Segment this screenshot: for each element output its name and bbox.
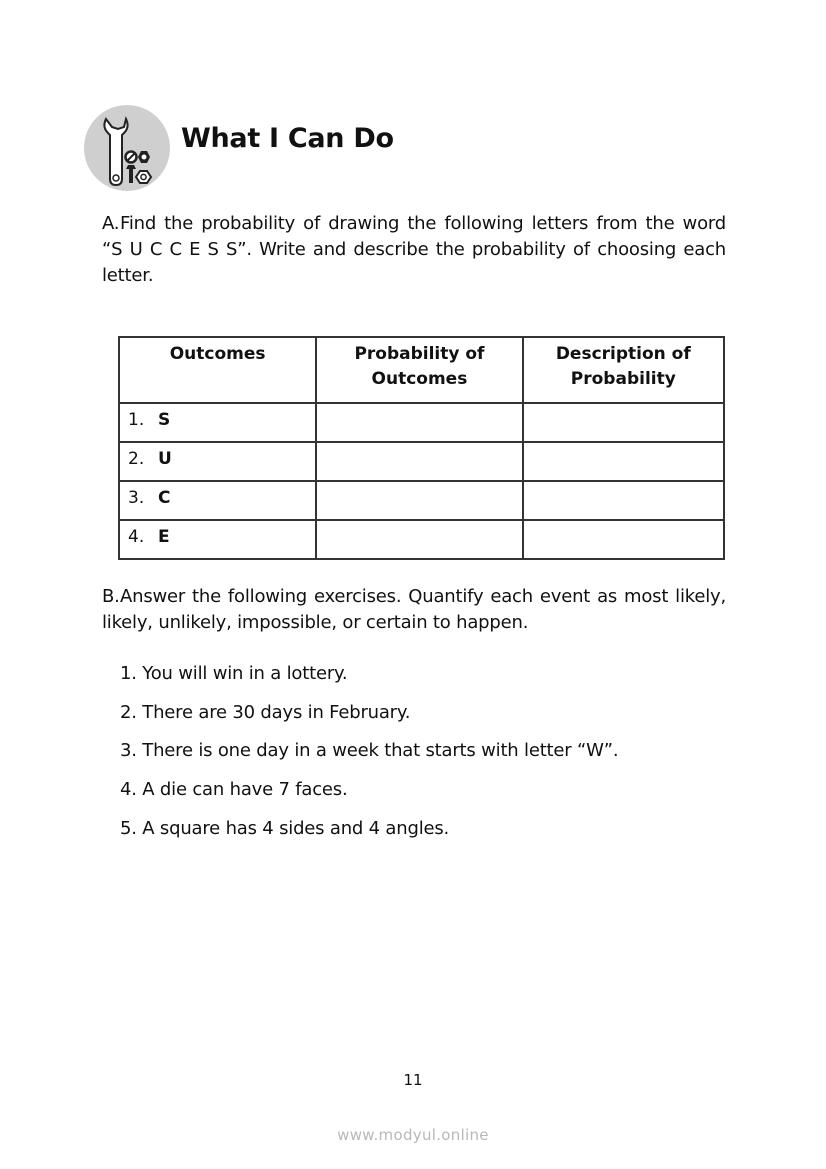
header-outcomes [119, 337, 316, 403]
outcome-cell [119, 520, 316, 559]
probability-cell[interactable] [316, 481, 522, 520]
section-a-instructions [102, 211, 726, 289]
section-b-instructions [102, 584, 726, 636]
header-probability-of-outcomes [316, 337, 522, 403]
outcome-letter: C [158, 488, 171, 508]
section-title: What I Can Do [181, 123, 394, 154]
probability-cell[interactable] [316, 442, 522, 481]
outcome-cell [119, 481, 316, 520]
table-row [119, 403, 724, 442]
header-description-of-probability [523, 337, 724, 403]
row-number: 2. [128, 449, 145, 469]
table-row [119, 481, 724, 520]
section-b-text: Answer the following exercises. Quantify each event as most likely, likely, unlikely, impossible, or certain to happen. [102, 586, 726, 633]
outcome-letter: S [158, 410, 171, 430]
exercise-list [120, 661, 618, 854]
probability-table [118, 336, 725, 560]
outcome-letter: U [158, 449, 172, 469]
outcome-letter: E [158, 527, 170, 547]
section-a-label: A. [102, 213, 120, 234]
description-cell[interactable] [523, 442, 724, 481]
section-b-label: B. [102, 586, 120, 607]
table-row [119, 442, 724, 481]
section-a-text: Find the probability of drawing the following letters from the word “S U C C E S S”. Write and describe the probability of choosing each letter. [102, 213, 726, 286]
header-description-line1: Description of [555, 344, 691, 364]
watermark: www.modyul.online [337, 1126, 489, 1144]
header-probability-line2: Outcomes [371, 369, 468, 389]
probability-cell[interactable] [316, 520, 522, 559]
outcome-cell [119, 403, 316, 442]
probability-cell[interactable] [316, 403, 522, 442]
row-number: 4. [128, 527, 145, 547]
description-cell[interactable] [523, 403, 724, 442]
row-number: 3. [128, 488, 145, 508]
tools-icon [84, 105, 170, 191]
description-cell[interactable] [523, 520, 724, 559]
page-number: 11 [403, 1071, 423, 1089]
list-item: 1. You will win in a lottery. [120, 663, 348, 684]
description-cell[interactable] [523, 481, 724, 520]
header-description-line2: Probability [570, 369, 676, 389]
header-outcomes-text: Outcomes [169, 344, 266, 364]
table-header-row [119, 337, 724, 403]
list-item: 5. A square has 4 sides and 4 angles. [120, 817, 450, 839]
list-item: 2. There are 30 days in February. [120, 701, 411, 723]
list-item: 3. There is one day in a week that starts with letter “W”. [120, 740, 619, 762]
header-probability-line1: Probability of [354, 344, 485, 364]
table-row [119, 520, 724, 559]
row-number: 1. [128, 410, 145, 430]
list-item: 4. A die can have 7 faces. [120, 779, 348, 801]
outcome-cell [119, 442, 316, 481]
